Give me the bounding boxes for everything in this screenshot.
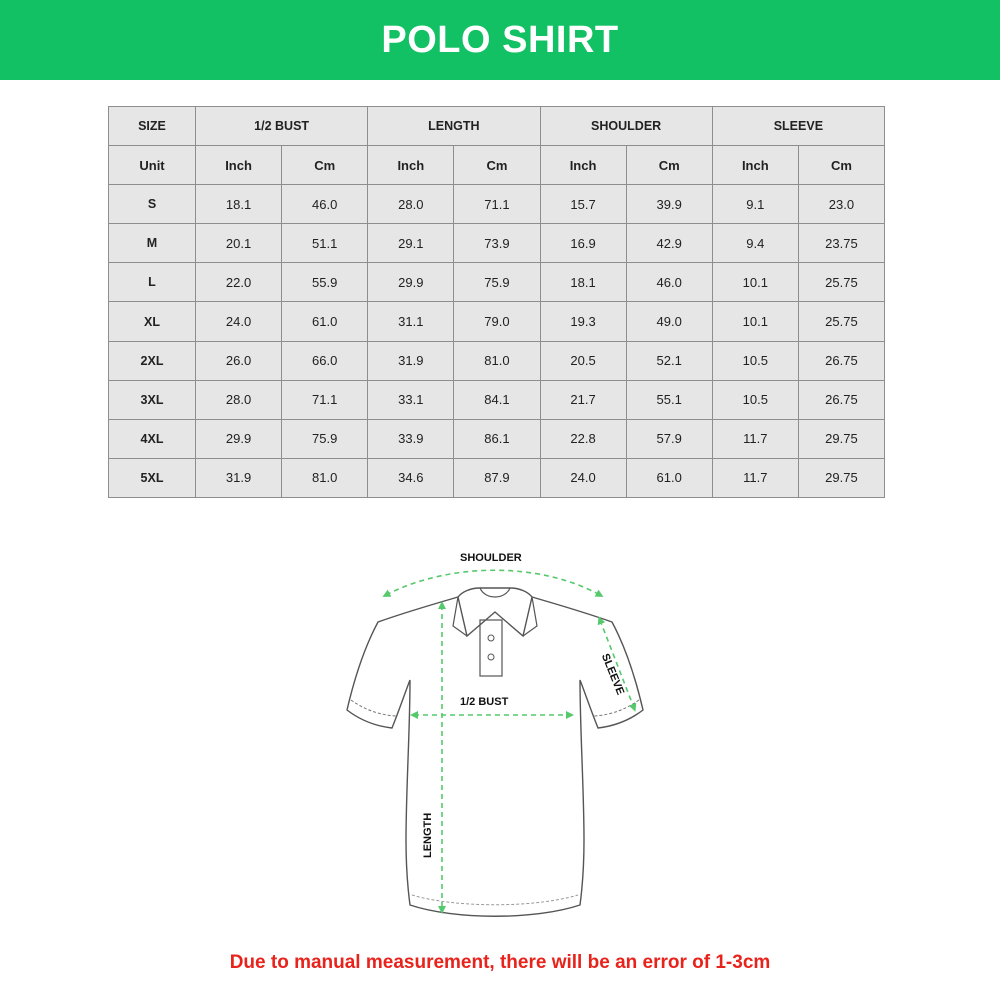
title-banner — [0, 0, 1000, 80]
header-shoulder: SHOULDER — [540, 107, 712, 146]
table-row — [109, 302, 885, 341]
header-bust: 1/2 BUST — [196, 107, 368, 146]
measurement-cell: 71.1 — [454, 185, 540, 224]
measurement-cell: 24.0 — [540, 458, 626, 497]
size-cell: 3XL — [109, 380, 196, 419]
measurement-cell: 31.1 — [368, 302, 454, 341]
measurement-cell: 22.0 — [196, 263, 282, 302]
measurement-cell: 11.7 — [712, 419, 798, 458]
table-row — [109, 224, 885, 263]
table-row — [109, 458, 885, 497]
measurement-cell: 46.0 — [626, 263, 712, 302]
unit-cell: Cm — [626, 146, 712, 185]
table-row — [109, 419, 885, 458]
measurement-cell: 71.1 — [282, 380, 368, 419]
measurement-cell: 31.9 — [196, 458, 282, 497]
measurement-cell: 51.1 — [282, 224, 368, 263]
measurement-cell: 25.75 — [798, 302, 884, 341]
measurement-cell: 28.0 — [368, 185, 454, 224]
measurement-cell: 81.0 — [454, 341, 540, 380]
measurement-cell: 15.7 — [540, 185, 626, 224]
unit-cell: Cm — [282, 146, 368, 185]
measurement-cell: 10.1 — [712, 302, 798, 341]
polo-shirt-icon — [330, 540, 660, 930]
table-row — [109, 263, 885, 302]
measurement-cell: 61.0 — [626, 458, 712, 497]
measurement-cell: 23.0 — [798, 185, 884, 224]
measurement-cell: 11.7 — [712, 458, 798, 497]
measurement-cell: 16.9 — [540, 224, 626, 263]
measurement-cell: 29.75 — [798, 419, 884, 458]
measurement-cell: 18.1 — [540, 263, 626, 302]
measurement-cell: 66.0 — [282, 341, 368, 380]
size-cell: M — [109, 224, 196, 263]
measurement-cell: 29.9 — [196, 419, 282, 458]
unit-cell: Inch — [540, 146, 626, 185]
measurement-cell: 81.0 — [282, 458, 368, 497]
measurement-cell: 46.0 — [282, 185, 368, 224]
size-cell: S — [109, 185, 196, 224]
measurement-cell: 55.9 — [282, 263, 368, 302]
measurement-cell: 22.8 — [540, 419, 626, 458]
measurement-diagram — [330, 540, 660, 930]
length-label: LENGTH — [422, 812, 434, 858]
measurement-cell: 26.0 — [196, 341, 282, 380]
measurement-cell: 75.9 — [282, 419, 368, 458]
unit-cell: Inch — [196, 146, 282, 185]
measurement-cell: 33.1 — [368, 380, 454, 419]
measurement-cell: 42.9 — [626, 224, 712, 263]
header-sleeve: SLEEVE — [712, 107, 884, 146]
table-row — [109, 341, 885, 380]
measurement-cell: 61.0 — [282, 302, 368, 341]
measurement-cell: 20.1 — [196, 224, 282, 263]
shoulder-label: SHOULDER — [460, 552, 522, 564]
measurement-cell: 33.9 — [368, 419, 454, 458]
measurement-cell: 52.1 — [626, 341, 712, 380]
measurement-cell: 10.5 — [712, 380, 798, 419]
table-row — [109, 380, 885, 419]
size-cell: 5XL — [109, 458, 196, 497]
unit-cell: Inch — [712, 146, 798, 185]
measurement-cell: 9.1 — [712, 185, 798, 224]
measurement-cell: 29.75 — [798, 458, 884, 497]
measurement-cell: 49.0 — [626, 302, 712, 341]
measurement-cell: 20.5 — [540, 341, 626, 380]
measurement-cell: 29.1 — [368, 224, 454, 263]
measurement-cell: 21.7 — [540, 380, 626, 419]
measurement-cell: 26.75 — [798, 341, 884, 380]
sleeve-label: SLEEVE — [598, 652, 627, 697]
measurement-note: Due to manual measurement, there will be an error of 1-3cm — [229, 952, 771, 973]
measurement-cell: 18.1 — [196, 185, 282, 224]
size-cell: L — [109, 263, 196, 302]
table-row — [109, 185, 885, 224]
size-chart-table — [108, 106, 885, 498]
size-rows — [109, 185, 885, 498]
unit-cell: Inch — [368, 146, 454, 185]
size-cell: 4XL — [109, 419, 196, 458]
measurement-cell: 39.9 — [626, 185, 712, 224]
measurement-cell: 26.75 — [798, 380, 884, 419]
units-row — [109, 146, 885, 185]
size-cell: XL — [109, 302, 196, 341]
unit-cell: Unit — [109, 146, 196, 185]
measurement-cell: 86.1 — [454, 419, 540, 458]
measurement-cell: 10.1 — [712, 263, 798, 302]
measurement-cell: 9.4 — [712, 224, 798, 263]
measurement-cell: 87.9 — [454, 458, 540, 497]
measurement-cell: 84.1 — [454, 380, 540, 419]
unit-cell: Cm — [454, 146, 540, 185]
measurement-cell: 28.0 — [196, 380, 282, 419]
header-size: SIZE — [109, 107, 196, 146]
measurement-cell: 55.1 — [626, 380, 712, 419]
measurement-cell: 57.9 — [626, 419, 712, 458]
page-title: POLO SHIRT — [381, 18, 619, 61]
measurement-cell: 29.9 — [368, 263, 454, 302]
measurement-cell: 19.3 — [540, 302, 626, 341]
table-header-row — [109, 107, 885, 146]
measurement-cell: 73.9 — [454, 224, 540, 263]
bust-label: 1/2 BUST — [460, 696, 509, 708]
measurement-cell: 10.5 — [712, 341, 798, 380]
size-cell: 2XL — [109, 341, 196, 380]
unit-cell: Cm — [798, 146, 884, 185]
measurement-cell: 79.0 — [454, 302, 540, 341]
measurement-cell: 34.6 — [368, 458, 454, 497]
measurement-cell: 75.9 — [454, 263, 540, 302]
measurement-cell: 25.75 — [798, 263, 884, 302]
header-length: LENGTH — [368, 107, 540, 146]
measurement-cell: 24.0 — [196, 302, 282, 341]
measurement-cell: 31.9 — [368, 341, 454, 380]
measurement-cell: 23.75 — [798, 224, 884, 263]
